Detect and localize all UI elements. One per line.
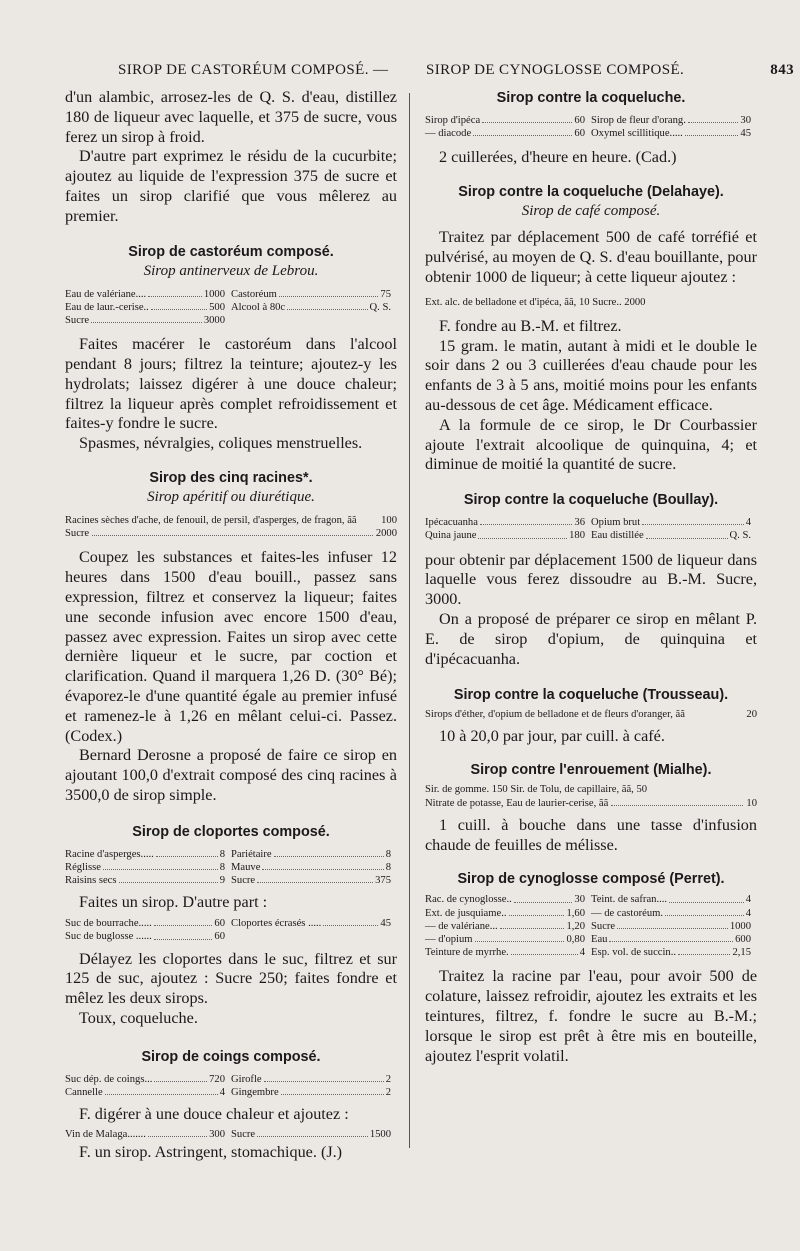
paragraph: 15 gram. le matin, autant à midi et le double le soir dans 2 ou 3 cuillerées d'eau chaude pour les enfants de 3 à 5 ans, moitié moins pour les enfants au-dessous de cet âge. Médicament efficace.: [425, 336, 757, 414]
formula-row: Vin de Malaga....... 300 Sucre 1500: [65, 1128, 391, 1140]
formula-table: [65, 1073, 397, 1099]
running-title-right: SIROP DE CYNOGLOSSE COMPOSÉ.: [426, 62, 685, 78]
paragraph: pour obtenir par déplacement 1500 de liqueur dans laquelle vous ferez dissoudre au B.-M. Sucre, 3000.: [425, 550, 757, 609]
paragraph: Faites macérer le castoréum dans l'alcool pendant 8 jours; filtrez la teinture; ajoutez-y les hydrolats; laissez digérer à une douce chaleur; filtrez la liqueur après complet refroidissement et faites-y fondre le sucre.: [65, 335, 397, 433]
page-header: [78, 62, 794, 88]
paragraph: Traitez la racine par l'eau, pour avoir 500 de colature, laissez refroidir, ajoutez les extraits et les teintures, filtrez, f. fondre le sucre au B.-M.; lorsque le sirop est prêt à être mis en bouteille, ajoutez l'esprit volatil.: [425, 967, 757, 1065]
running-title-left: SIROP DE CASTORÉUM COMPOSÉ. —: [118, 62, 389, 78]
column-divider: [409, 93, 410, 1148]
formula-row: Sirops d'éther, d'opium de belladone et de fleurs d'oranger, ãã 20: [425, 709, 757, 721]
right-column: [425, 88, 757, 1066]
paragraph: Délayez les cloportes dans le suc, filtrez et sur 125 de suc, ajoutez : Sucre 250; faites fondre et mêlez les deux sirops.: [65, 949, 397, 1008]
section-subtitle: Sirop de café composé.: [521, 203, 661, 220]
formula-row: Nitrate de potasse, Eau de laurier-cerise, ãã 10: [425, 797, 757, 809]
formula-table: [65, 917, 397, 943]
paragraph: Bernard Derosne a proposé de faire ce sirop en ajoutant 100,0 d'extrait composé des cinq racines à 3500,0 de sirop simple.: [65, 746, 397, 804]
formula-row: Suc de buglosse ...... 60: [65, 931, 225, 943]
left-column: [65, 88, 397, 1163]
formula-row: Eau de laur.-cerise.. 500 Alcool à 80c Q. S.: [65, 301, 391, 313]
section-title: Sirop contre la coqueluche.: [496, 90, 686, 106]
formula-row: — de valériane... 1,20 Sucre 1000: [425, 920, 751, 932]
paragraph: F. un sirop. Astringent, stomachique. (J.): [79, 1143, 343, 1162]
formula-row: Raisins secs 9 Sucre 375: [65, 875, 391, 887]
formula-row: Racines sèches d'ache, de fenouil, de persil, d'asperges, de fragon, ãã 100: [65, 514, 397, 526]
formula-table: [425, 516, 757, 542]
formula-row: Sirop d'ipéca 60 Sirop de fleur d'orang. 30: [425, 115, 751, 126]
formula-row: Sir. de gomme. 150 Sir. de Tolu, de capillaire, ãã, 50: [425, 784, 648, 796]
page-number: 843: [770, 62, 794, 78]
formula-row: — diacode 60 Oxymel scillitique..... 45: [425, 128, 751, 140]
paragraph: D'autre part exprimez le résidu de la cucurbite; ajoutez au liquide de l'expression 375 de sucre et faites un sirop clarifié que vous mêlerez au premier.: [65, 147, 397, 225]
formula-row: Ext. de jusquiame.. 1,60 — de castoréum. 4: [425, 907, 751, 919]
paragraph: d'un alambic, arrosez-les de Q. S. d'eau, distillez 180 de liqueur avec laquelle, et 375 de sucre, vous ferez un sirop à froid.: [65, 88, 397, 146]
paragraph: Faites un sirop. D'autre part :: [79, 893, 268, 912]
formula-row: — d'opium 0,80 Eau 600: [425, 933, 751, 945]
formula-table: [425, 114, 757, 140]
section-title: Sirop contre la coqueluche (Trousseau).: [453, 687, 729, 704]
paragraph: F. digérer à une douce chaleur et ajoutez :: [79, 1105, 349, 1124]
paragraph: Coupez les substances et faites-les infuser 12 heures dans 1500 d'eau bouill., passez sans expression, filtrez et conservez la liqueur; faites une seconde infusion avec encore 1500 d'eau, passez avec expression. Faites un sirop avec cette dernière liqueur et le sucre, par coction et clarification. Quand il marquera 1,26 D. (30° Bé); évaporez-le d'une quantité égale au premier infusé et ramenez-le à 1,26 en mêlant celui-ci. Passez. (Codex.): [65, 548, 397, 745]
formula-table: [65, 288, 397, 328]
paragraph: 2 cuillerées, d'heure en heure. (Cad.): [439, 148, 677, 167]
paragraph: Traitez par déplacement 500 de café torréfié et pulvérisé, au moyen de Q. S. d'eau bouillante, pour obtenir 1000 de liqueur; à cette liqueur ajoutez :: [425, 228, 757, 286]
section-title: Sirop contre la coqueluche (Delahaye).: [458, 184, 724, 201]
formula-row: Sucre 3000: [65, 314, 225, 326]
section-title: Sirop des cinq racines*.: [149, 469, 313, 486]
formula-row: Quina jaune 180 Eau distillée Q. S.: [425, 530, 751, 542]
formula-row: Racine d'asperges..... 8 Pariétaire 8: [65, 848, 391, 860]
paragraph: On a proposé de préparer ce sirop en mêlant P. E. de sirop d'opium, de quinquina et d'ipécacuanha.: [425, 609, 757, 668]
paragraph: F. fondre au B.-M. et filtrez.: [439, 316, 622, 335]
formula-row: Cannelle 4 Gingembre 2: [65, 1086, 391, 1098]
section-subtitle: Sirop antinerveux de Lebrou.: [143, 262, 319, 279]
formula-row: Teinture de myrrhe. 4 Esp. vol. de succin.. 2,15: [425, 947, 751, 959]
formula-row: Rac. de cynoglosse.. 30 Teint. de safran.... 4: [425, 894, 751, 906]
formula-row: Suc dép. de coings... 720 Girofle 2: [65, 1073, 391, 1085]
paragraph: A la formule de ce sirop, le Dr Courbassier ajoute l'extrait alcoolique de quinquina, 4; et diminue de moitié la quantité de sucre.: [425, 415, 757, 474]
paragraph: 1 cuill. à bouche dans une tasse d'infusion chaude de feuilles de mélisse.: [425, 815, 757, 854]
paragraph: Spasmes, névralgies, coliques menstruelles.: [79, 434, 363, 453]
formula-row: Sucre 2000: [65, 528, 397, 540]
formula-row: Réglisse 8 Mauve 8: [65, 861, 391, 873]
formula-row: Eau de valériane.... 1000 Castoréum 75: [65, 288, 391, 300]
formula-table: [65, 848, 397, 888]
section-title: Sirop de castoréum composé.: [128, 243, 334, 260]
formula-row: Ext. alc. de belladone et d'ipéca, ãã, 10 Sucre.. 2000: [425, 296, 646, 308]
paragraph: 10 à 20,0 par jour, par cuill. à café.: [439, 726, 665, 745]
formula-row: Ipécacuanha 36 Opium brut 4: [425, 517, 751, 529]
section-title: Sirop de coings composé.: [141, 1048, 321, 1065]
paragraph: Toux, coqueluche.: [79, 1008, 198, 1027]
section-title: Sirop contre la coqueluche (Boullay).: [463, 492, 719, 509]
section-title: Sirop de cynoglosse composé (Perret).: [457, 871, 725, 888]
section-subtitle: Sirop apéritif ou diurétique.: [147, 488, 315, 505]
section-title: Sirop contre l'enrouement (Mialhe).: [470, 762, 712, 779]
section-title: Sirop de cloportes composé.: [132, 823, 330, 840]
formula-row: Suc de bourrache..... 60 Cloportes écrasés ..... 45: [65, 918, 391, 930]
formula-table: [425, 893, 757, 959]
